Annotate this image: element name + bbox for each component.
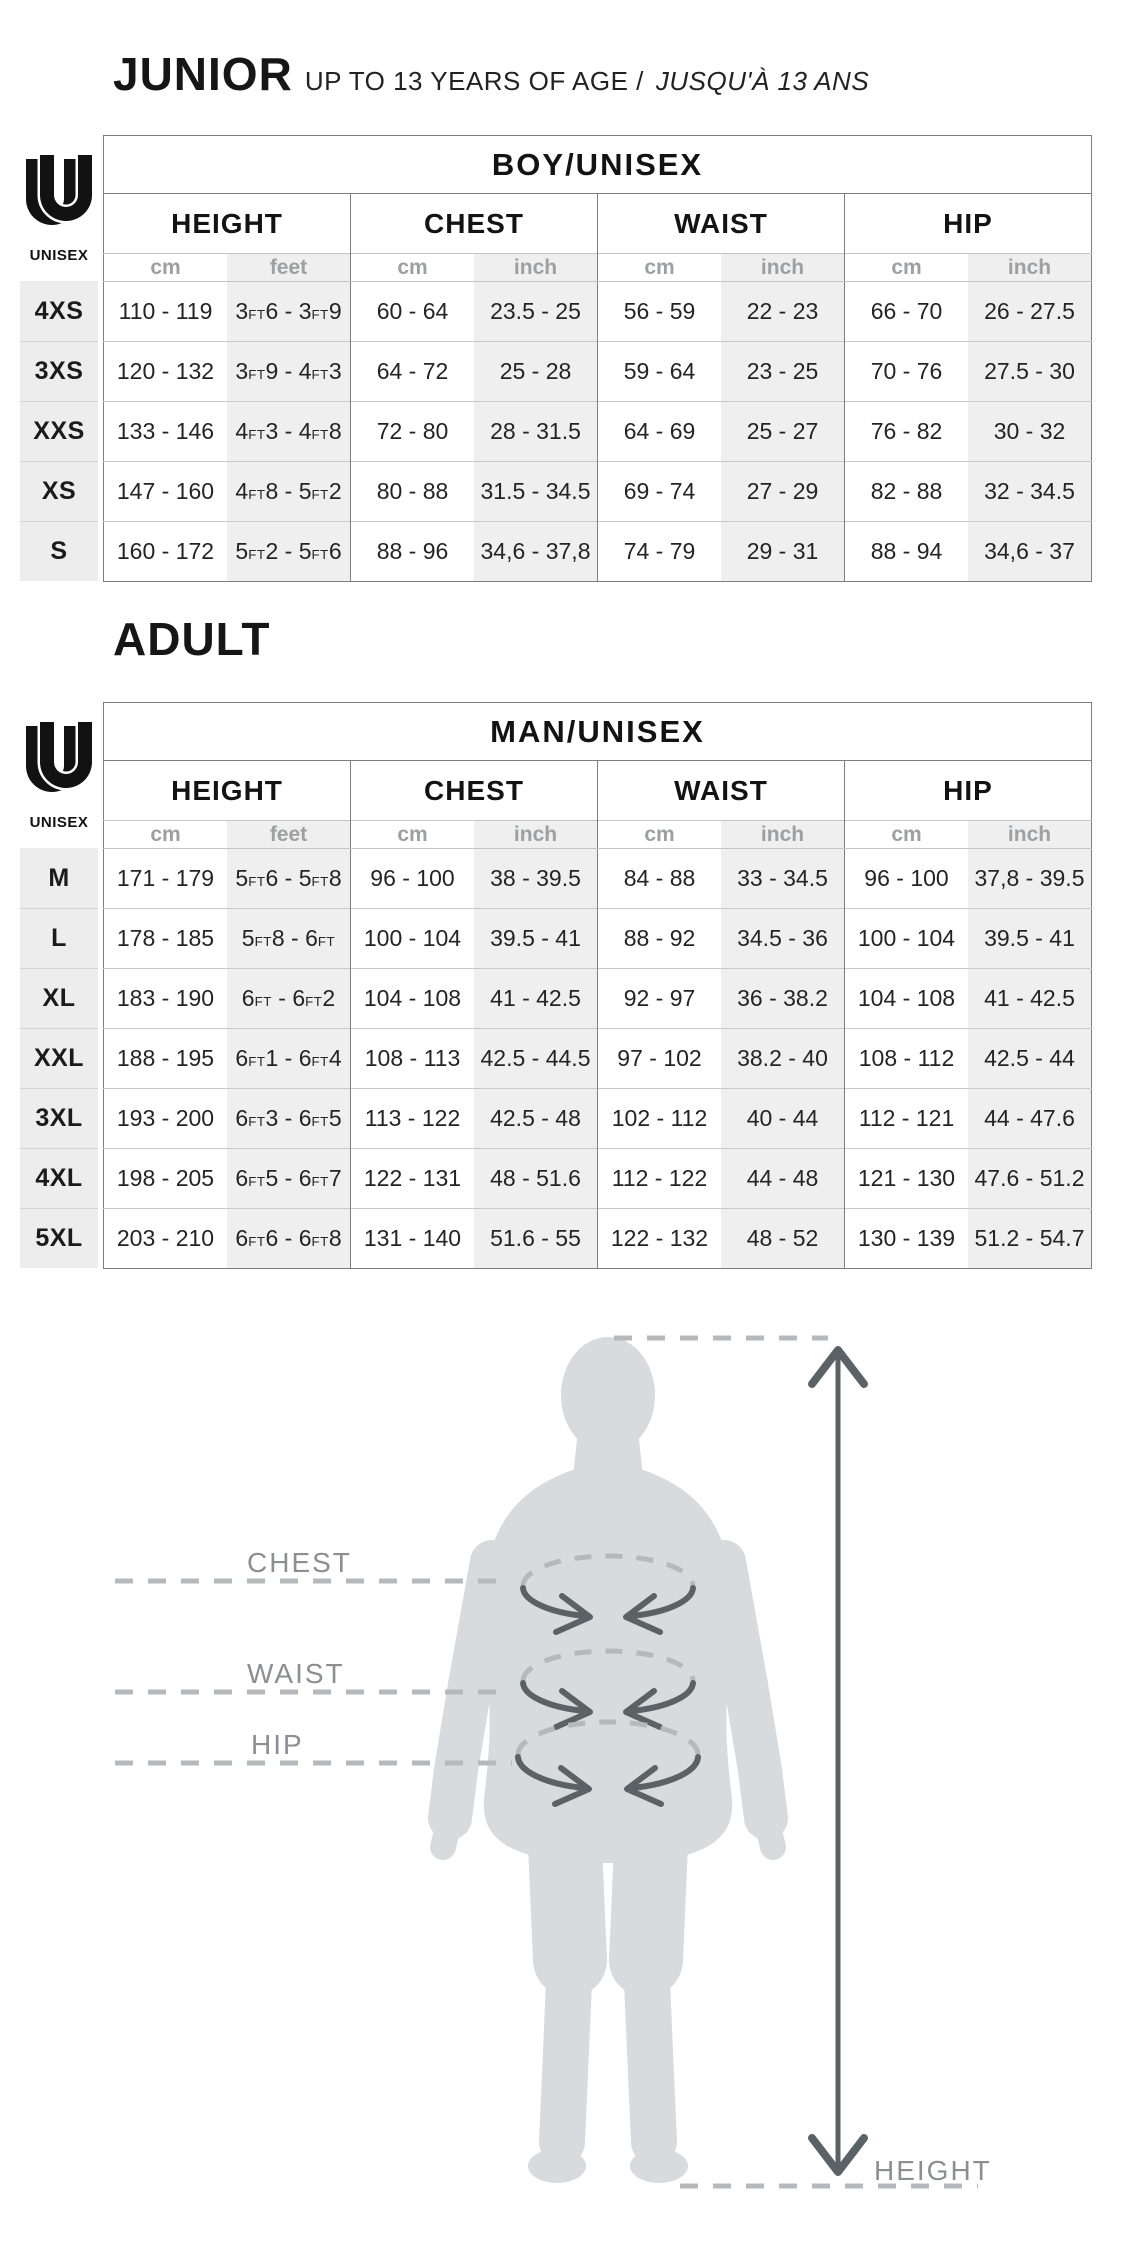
column-group-header: HEIGHT	[171, 207, 283, 239]
table-row	[104, 1149, 1092, 1209]
measurement-cell: 36 - 38.2	[721, 969, 845, 1029]
measurement-cell: 82 - 88	[845, 462, 969, 522]
column-group-header: HIP	[845, 194, 1092, 254]
measurement-cell: 72 - 80	[351, 402, 475, 462]
measurement-cell: 4FT3 - 4FT8	[227, 402, 351, 462]
unit-header: cm	[351, 254, 475, 282]
measurement-cell: 42.5 - 44.5	[474, 1029, 598, 1089]
adult-tbody	[104, 849, 1092, 1269]
measurement-cell: 30 - 32	[968, 402, 1092, 462]
measurement-cell: 193 - 200	[104, 1089, 228, 1149]
junior-table-title: BOY/UNISEX	[104, 136, 1092, 194]
measurement-cell: 60 - 64	[351, 282, 475, 342]
measurement-cell: 56 - 59	[598, 282, 722, 342]
measurement-cell: 183 - 190	[104, 969, 228, 1029]
size-label: 3XL	[20, 1088, 98, 1148]
table-row	[104, 1089, 1092, 1149]
unit-header: cm	[104, 821, 228, 849]
measurement-cell: 147 - 160	[104, 462, 228, 522]
size-label: 3XS	[20, 341, 98, 401]
unit-header: cm	[845, 254, 969, 282]
size-label: M	[20, 848, 98, 908]
size-label: 5XL	[20, 1208, 98, 1268]
height-measure-arrow	[812, 1350, 864, 2172]
table-row	[104, 1209, 1092, 1269]
measurement-cell: 104 - 108	[845, 969, 969, 1029]
measurement-cell: 178 - 185	[104, 909, 228, 969]
measurement-cell: 34,6 - 37,8	[474, 522, 598, 582]
unit-header: cm	[598, 821, 722, 849]
junior-section-title	[113, 47, 869, 101]
measurement-cell: 69 - 74	[598, 462, 722, 522]
measurement-cell: 34.5 - 36	[721, 909, 845, 969]
column-group-header: HIP	[845, 761, 1092, 821]
measurement-cell: 113 - 122	[351, 1089, 475, 1149]
measurement-cell: 5FT6 - 5FT8	[227, 849, 351, 909]
measurement-cell: 41 - 42.5	[968, 969, 1092, 1029]
measurement-cell: 44 - 47.6	[968, 1089, 1092, 1149]
unit-header: inch	[968, 254, 1092, 282]
unit-header: inch	[474, 821, 598, 849]
measurement-cell: 122 - 132	[598, 1209, 722, 1269]
measurement-cell: 33 - 34.5	[721, 849, 845, 909]
unit-header: inch	[721, 254, 845, 282]
measurement-cell: 38.2 - 40	[721, 1029, 845, 1089]
measurement-cell: 76 - 82	[845, 402, 969, 462]
measurement-cell: 188 - 195	[104, 1029, 228, 1089]
height-label: HEIGHT	[874, 2155, 992, 2186]
size-label: XXL	[20, 1028, 98, 1088]
measurement-cell: 88 - 94	[845, 522, 969, 582]
measurement-cell: 130 - 139	[845, 1209, 969, 1269]
measurement-cell: 51.2 - 54.7	[968, 1209, 1092, 1269]
measurement-cell: 92 - 97	[598, 969, 722, 1029]
measurement-cell: 5FT2 - 5FT6	[227, 522, 351, 582]
measurement-cell: 108 - 113	[351, 1029, 475, 1089]
measurement-cell: 6FT5 - 6FT7	[227, 1149, 351, 1209]
measurement-cell: 100 - 104	[351, 909, 475, 969]
measurement-cell: 6FT6 - 6FT8	[227, 1209, 351, 1269]
measurement-cell: 23 - 25	[721, 342, 845, 402]
column-group-header: CHEST	[351, 194, 598, 254]
measurement-cell: 41 - 42.5	[474, 969, 598, 1029]
measurement-cell: 96 - 100	[845, 849, 969, 909]
measurement-cell: 122 - 131	[351, 1149, 475, 1209]
unisex-logo-text: UNISEX	[29, 246, 89, 264]
measurement-cell: 26 - 27.5	[968, 282, 1092, 342]
adult-left-rail	[20, 702, 98, 1268]
measurement-cell: 6FT1 - 6FT4	[227, 1029, 351, 1089]
chest-label: CHEST	[247, 1547, 352, 1578]
measurement-cell: 31.5 - 34.5	[474, 462, 598, 522]
table-row	[104, 909, 1092, 969]
measurement-cell: 47.6 - 51.2	[968, 1149, 1092, 1209]
measurement-cell: 44 - 48	[721, 1149, 845, 1209]
measurement-cell: 70 - 76	[845, 342, 969, 402]
unisex-logo-icon	[22, 720, 96, 812]
adult-section-title	[113, 612, 270, 666]
table-row	[104, 969, 1092, 1029]
junior-left-rail	[20, 135, 98, 581]
measurement-cell: 97 - 102	[598, 1029, 722, 1089]
measurement-cell: 88 - 96	[351, 522, 475, 582]
unit-header: inch	[968, 821, 1092, 849]
column-group-header: WAIST	[598, 194, 845, 254]
table-row	[104, 402, 1092, 462]
adult-heading: ADULT	[113, 613, 271, 665]
size-label: XS	[20, 461, 98, 521]
measurement-cell: 3FT9 - 4FT3	[227, 342, 351, 402]
table-row	[104, 342, 1092, 402]
measurement-cell: 64 - 72	[351, 342, 475, 402]
measurement-cell: 37,8 - 39.5	[968, 849, 1092, 909]
measurement-cell: 171 - 179	[116, 865, 215, 891]
unisex-logo	[20, 702, 98, 848]
adult-group-row	[104, 761, 1092, 821]
hip-label: HIP	[251, 1729, 304, 1760]
unit-header: feet	[227, 821, 351, 849]
junior-group-row	[104, 194, 1092, 254]
measurement-cell: 64 - 69	[598, 402, 722, 462]
measurement-cell: 27 - 29	[721, 462, 845, 522]
measurement-cell: 59 - 64	[598, 342, 722, 402]
junior-size-table-block	[20, 135, 1092, 582]
measurement-cell: 112 - 121	[845, 1089, 969, 1149]
junior-size-rail	[20, 281, 98, 581]
measurement-cell: 29 - 31	[721, 522, 845, 582]
size-label: L	[20, 908, 98, 968]
measurement-cell: 6FT - 6FT2	[227, 969, 351, 1029]
measurement-cell: 66 - 70	[845, 282, 969, 342]
measurement-cell: 28 - 31.5	[474, 402, 598, 462]
adult-size-rail	[20, 848, 98, 1268]
junior-subtitle-en: UP TO 13 YEARS OF AGE /	[304, 66, 644, 96]
measurement-cell: 39.5 - 41	[474, 909, 598, 969]
junior-heading: JUNIOR	[113, 48, 293, 100]
measurement-cell: 131 - 140	[351, 1209, 475, 1269]
measurement-cell: 88 - 92	[598, 909, 722, 969]
size-label: 4XL	[20, 1148, 98, 1208]
measurement-cell: 27.5 - 30	[968, 342, 1092, 402]
measurement-cell: 80 - 88	[351, 462, 475, 522]
table-row	[104, 282, 1092, 342]
body-measurement-diagram	[0, 1300, 1147, 2220]
size-label: S	[20, 521, 98, 581]
adult-table-title: MAN/UNISEX	[104, 703, 1092, 761]
unit-header: cm	[845, 821, 969, 849]
unit-header: feet	[227, 254, 351, 282]
measurement-cell: 42.5 - 48	[474, 1089, 598, 1149]
measurement-cell: 120 - 132	[104, 342, 228, 402]
measurement-cell: 108 - 112	[845, 1029, 969, 1089]
measurement-cell: 112 - 122	[598, 1149, 722, 1209]
measurement-cell: 198 - 205	[104, 1149, 228, 1209]
measurement-cell: 34,6 - 37	[968, 522, 1092, 582]
unisex-logo-icon	[22, 153, 96, 245]
size-label: XXS	[20, 401, 98, 461]
measurement-cell: 4FT8 - 5FT2	[227, 462, 351, 522]
measurement-cell: 121 - 130	[845, 1149, 969, 1209]
measurement-cell: 110 - 119	[118, 298, 213, 324]
unit-header: cm	[351, 821, 475, 849]
measurement-cell: 133 - 146	[104, 402, 228, 462]
junior-tbody	[104, 282, 1092, 582]
waist-label: WAIST	[247, 1658, 345, 1689]
measurement-cell: 51.6 - 55	[474, 1209, 598, 1269]
measurement-cell: 48 - 52	[721, 1209, 845, 1269]
unisex-logo	[20, 135, 98, 281]
measurement-cell: 42.5 - 44	[968, 1029, 1092, 1089]
table-row	[104, 849, 1092, 909]
measurement-cell: 40 - 44	[721, 1089, 845, 1149]
junior-subtitle-fr: JUSQU'À 13 ANS	[655, 66, 870, 96]
unit-header: inch	[721, 821, 845, 849]
measurement-cell: 25 - 28	[474, 342, 598, 402]
measurement-cell: 48 - 51.6	[474, 1149, 598, 1209]
size-label: XL	[20, 968, 98, 1028]
measurement-cell: 96 - 100	[351, 849, 475, 909]
column-group-header: CHEST	[351, 761, 598, 821]
measurement-cell: 5FT8 - 6FT	[227, 909, 351, 969]
adult-size-table-block	[20, 702, 1092, 1269]
measurement-cell: 104 - 108	[351, 969, 475, 1029]
unisex-logo-text: UNISEX	[29, 813, 89, 831]
column-group-header: HEIGHT	[171, 774, 283, 806]
measurement-cell: 6FT3 - 6FT5	[227, 1089, 351, 1149]
measurement-cell: 39.5 - 41	[968, 909, 1092, 969]
unit-header: cm	[598, 254, 722, 282]
unit-header: inch	[474, 254, 598, 282]
adult-table-title-row	[104, 703, 1092, 761]
column-group-header: WAIST	[598, 761, 845, 821]
junior-table	[103, 135, 1092, 582]
body-silhouette-image	[443, 1337, 773, 2183]
measurement-cell: 32 - 34.5	[968, 462, 1092, 522]
measurement-cell: 25 - 27	[721, 402, 845, 462]
measurement-cell: 22 - 23	[721, 282, 845, 342]
adult-table	[103, 702, 1092, 1269]
measurement-cell: 160 - 172	[104, 522, 228, 582]
measurement-cell: 3FT6 - 3FT9	[227, 282, 351, 342]
adult-units-row	[104, 821, 1092, 849]
measurement-cell: 84 - 88	[598, 849, 722, 909]
measurement-cell: 38 - 39.5	[474, 849, 598, 909]
measurement-cell: 23.5 - 25	[474, 282, 598, 342]
measurement-cell: 102 - 112	[598, 1089, 722, 1149]
table-row	[104, 522, 1092, 582]
junior-units-row	[104, 254, 1092, 282]
measurement-cell: 100 - 104	[845, 909, 969, 969]
junior-table-title-row	[104, 136, 1092, 194]
table-row	[104, 462, 1092, 522]
table-row	[104, 1029, 1092, 1089]
unit-header: cm	[104, 254, 228, 282]
size-label: 4XS	[20, 281, 98, 341]
measurement-cell: 74 - 79	[598, 522, 722, 582]
measurement-cell: 203 - 210	[104, 1209, 228, 1269]
